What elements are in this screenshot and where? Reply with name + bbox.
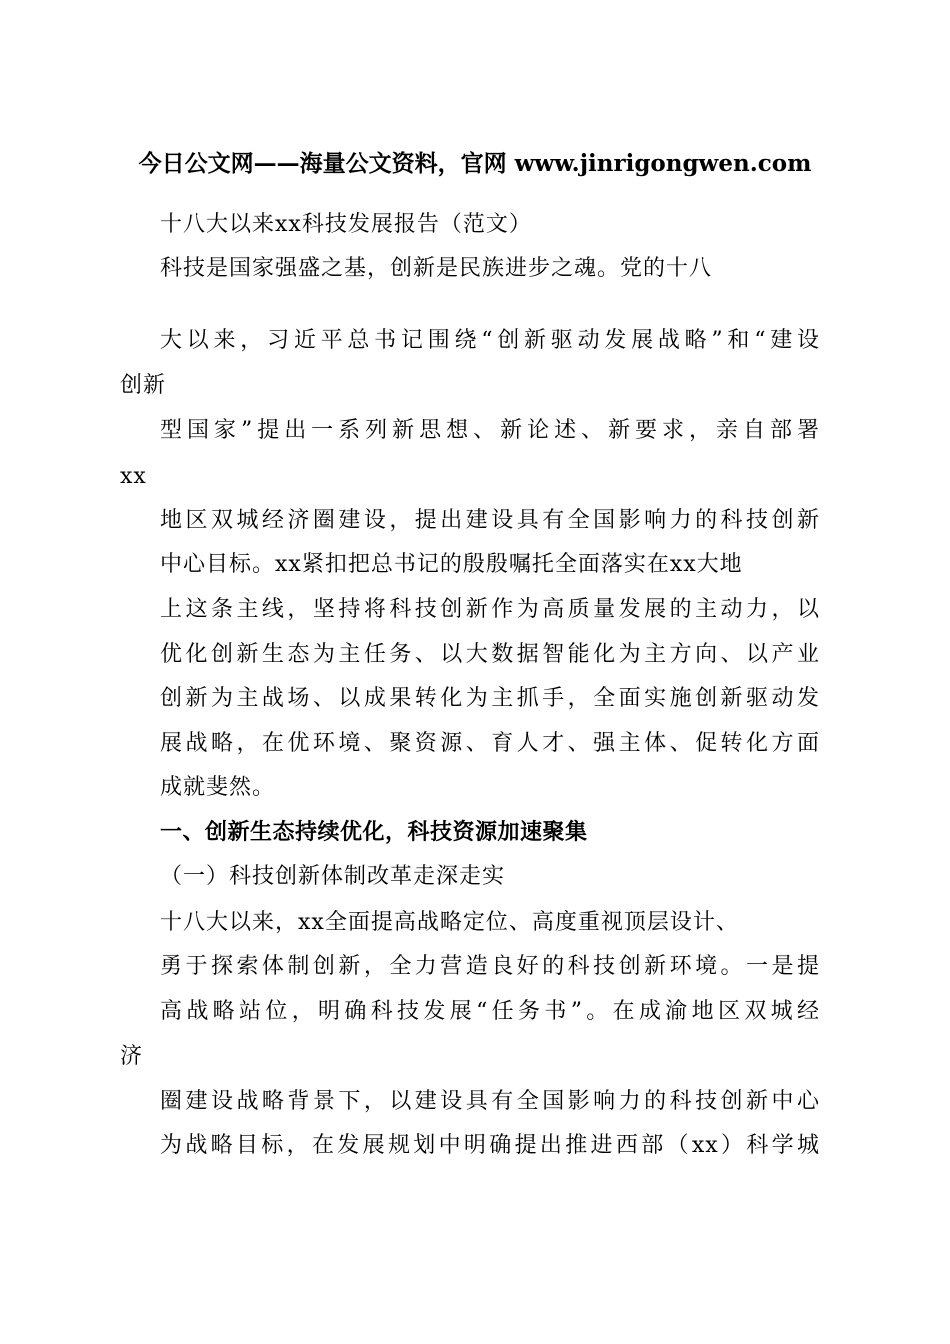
paragraph-line: 中心目标。xx紧扣把总书记的殷殷嘱托全面落实在xx大地 (160, 552, 743, 577)
paragraph-line: 高战略站位，明确科技发展“任务书”。在成渝地区双城经 (160, 999, 820, 1024)
paragraph-line: 上这条主线，坚持将科技创新作为高质量发展的主动力，以 (160, 597, 820, 622)
paragraph-line: 十八大以来，xx全面提高战略定位、高度重视顶层设计、 (160, 910, 739, 935)
subsection-heading: （一）科技创新体制改革走深走实 (160, 864, 506, 889)
paragraph-line: 优化创新生态为主任务、以大数据智能化为主方向、以产业 (160, 642, 820, 667)
paragraph-line: 展战略，在优环境、聚资源、育人才、强主体、促转化方面 (160, 731, 820, 756)
paragraph-line: 为战略目标，在发展规划中明确提出推进西部（xx）科学城 (160, 1133, 820, 1158)
paragraph-line: 圈建设战略背景下，以建设具有全国影响力的科技创新中心 (160, 1089, 820, 1114)
section-heading: 一、创新生态持续优化，科技资源加速聚集 (160, 820, 588, 845)
paragraph-line: 创新 (120, 373, 167, 398)
paragraph-line: 勇于探索体制创新，全力营造良好的科技创新环境。一是提 (160, 954, 820, 979)
paragraph-line: xx (120, 464, 147, 489)
paragraph-line: 科技是国家强盛之基，创新是民族进步之魂。党的十八 (160, 256, 713, 281)
paragraph-line: 成就斐然。 (160, 775, 276, 800)
paragraph-line: 大以来，习近平总书记围绕“创新驱动发展战略”和“建设 (160, 328, 820, 353)
site-banner: 今日公文网——海量公文资料，官网 www.jinrigongwen.com (138, 150, 812, 177)
document-title: 十八大以来xx科技发展报告（范文） (160, 212, 532, 237)
paragraph-line: 创新为主战场、以成果转化为主抓手，全面实施创新驱动发 (160, 686, 820, 711)
paragraph-line: 型国家”提出一系列新思想、新论述、新要求，亲自部署 (160, 418, 820, 443)
paragraph-line: 地区双城经济圈建设，提出建设具有全国影响力的科技创新 (160, 508, 820, 533)
paragraph-line: 济 (120, 1044, 144, 1069)
